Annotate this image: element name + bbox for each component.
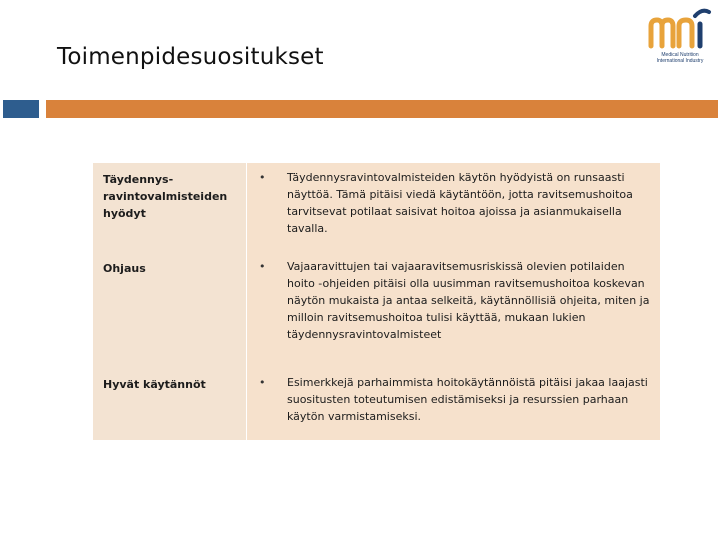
row-label: Täydennys-ravintovalmisteiden hyödyt (93, 163, 246, 252)
divider-bar-orange (46, 100, 718, 118)
table-row (93, 368, 660, 440)
row-content (247, 163, 660, 252)
slide-title: Toimenpidesuositukset (57, 44, 324, 70)
row-text: Vajaaravittujen tai vajaaravitsemusriskissä olevien potilaiden hoito -ohjeiden pitäisi olla uusimman ravitsemushoitoa koskevan näytön mukaista ja antaa selkeitä, käytännöllisiä ohjeita, miten ja milloin ravitsemushoitoa tulisi käyttää, mukaan lukien täydennysravintovalmisteet (287, 260, 650, 341)
table-row (93, 252, 660, 368)
bullet-icon: • (259, 171, 266, 184)
bullet-icon: • (259, 260, 266, 273)
row-label: Ohjaus (93, 252, 246, 368)
logo-caption-line2: International Industry (656, 58, 704, 64)
row-content (247, 368, 660, 440)
logo-caption (648, 52, 712, 64)
table-row (93, 163, 660, 252)
row-content (247, 252, 660, 368)
logo-caption-line1: Medical Nutrition (661, 52, 699, 58)
mni-logo-mark (648, 6, 712, 52)
row-label: Hyvät käytännöt (93, 368, 246, 440)
recommendations-table (93, 163, 660, 440)
bullet-icon: • (259, 376, 266, 389)
mni-logo (648, 6, 712, 66)
row-text: Esimerkkejä parhaimmista hoitokäytännöistä pitäisi jakaa laajasti suositusten toteutumisen edistämiseksi ja resurssien parhaan käytön varmistamiseksi. (287, 376, 648, 423)
row-text: Täydennysravintovalmisteiden käytön hyödyistä on runsaasti näyttöä. Tämä pitäisi viedä käytäntöön, jotta ravitsemushoitoa tarvitsevat potilaat saisivat hoitoa ajoissa ja asianmukaisella tavalla. (287, 171, 633, 235)
divider-bar-blue (3, 100, 39, 118)
